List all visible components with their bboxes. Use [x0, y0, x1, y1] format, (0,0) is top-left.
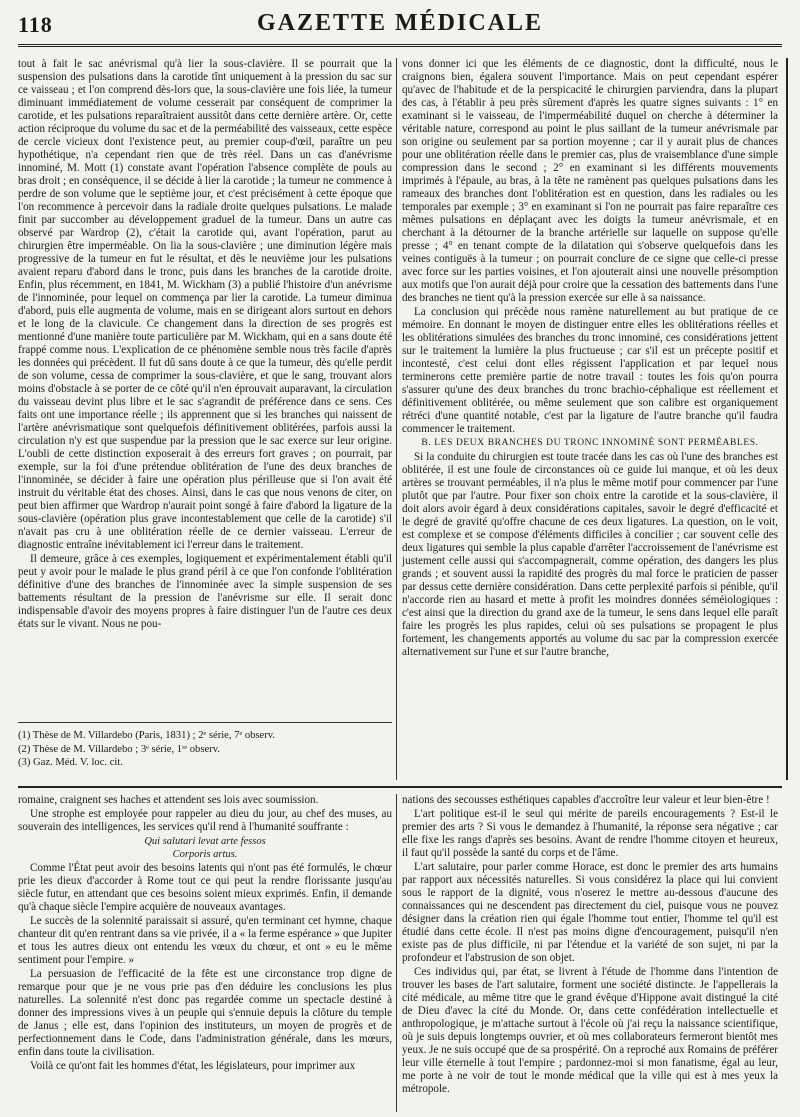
page-number: 118 [18, 12, 53, 37]
paragraph: Comme l'État peut avoir des besoins latents qui n'ont pas été formulés, le chœur prie les dieux d'accorder à Rome tout ce qui peut la rendre florissante jusqu'au siècle futur, en attendant que ces besoins soient mieux exprimés. Enfin, il demande qu'à chaque siècle l'empire acquière de nouveaux avantages. [18, 862, 392, 913]
header-rule [18, 44, 782, 47]
paragraph: Ces individus qui, par état, se livrent à l'étude de l'homme dans l'intention de trouver les bases de l'art salutaire, forment une société distincte. Je l'appellerais la cité médicale, au même titre que le grand évêque d'Hippone avait distingué la cité de Dieu d'avec la cité du Monde. Or, dans cette confédération intellectuelle et anthropologique, je m'attache surtout à l'école où j'ai reçu la naissance scientifique, où je suis depuis longtemps ouvrier, et où mes collaborateurs fermeront bientôt mes yeux. Je ne suis occupé que de sa prospérité. On a reproché aux Romains de préférer leur ville éternelle à tout l'empire ; pardonnez-moi si mon fanatisme, égal au leur, me porte à ne voir de tout le monde médical que la ville qui est à mes yeux la métropole. [402, 966, 778, 1095]
footnotes [18, 722, 392, 785]
paragraph: L'art politique est-il le seul qui mérite de pareils encouragements ? Est-il le premier des arts ? Si vous le demandez à l'humanité, la réponse sera négative ; car elle fixe les rangs d'après ses besoins. Avant de rendre l'homme citoyen et heureux, il faut qu'il possède la santé du corps et de l'âme. [402, 808, 778, 859]
footnote: (2) Thèse de M. Villardebo ; 3ᵉ série, 1ʳᵉ observ. [18, 743, 220, 755]
column-divider-bottom [396, 794, 397, 1112]
footnote: (1) Thèse de M. Villardebo (Paris, 1831) ; 2ᵉ série, 7ᵉ observ. [18, 730, 276, 741]
paragraph: Voilà ce qu'ont fait les hommes d'état, les législateurs, pour imprimer aux [30, 1060, 356, 1072]
left-column-top [18, 58, 392, 710]
footnote: (3) Gaz. Méd. V. loc. cit. [18, 757, 123, 768]
journal-title: GAZETTE MÉDICALE [256, 10, 544, 36]
latin-quote [18, 835, 392, 861]
paragraph: Si la conduite du chirurgien est toute tracée dans les cas où l'une des branches est oblitérée, il est une foule de circonstances où ce guide lui manque, et où les deux artères se trouvant perméables, il n'a plus le même motif pour commencer par l'une plutôt que par l'autre. Pour fixer son choix entre la carotide et la sous-clavière, il doit alors avoir égard à deux considérations capitales, savoir le degré d'efficacité et le degré de gravité qu'offre chacune de ces deux ligatures. La question, on le voit, est complexe et se compose d'éléments difficiles à concilier ; car souvent celle des deux ligatures qui semble la plus capable d'arrêter l'accroissement de l'anévrisme est justement celle aussi qui s'accompagnerait, comme opération, des dangers les plus grands ; et souvent aussi la rapidité des progrès du mal force le praticien de passer par dessus cette dernière considération. Dans cette perplexité parfois si pénible, qu'il n'accorde rien au hasard et mette à profit les moindres données séméiologiques : c'est ainsi que la direction du grand axe de la tumeur, le sens dans lequel elle paraît faire les progrès les plus rapides, celui où ses pulsations se propagent le plus fortement, les changements apportés au volume du sac par la compression exercée alternativement sur l'une et sur l'autre branche, [402, 451, 778, 658]
column-divider [396, 58, 397, 780]
paragraph: vons donner ici que les éléments de ce diagnostic, dont la difficulté, nous le craignons bien, égalera souvent l'importance. Mais on peut cependant espérer qu'avec de l'habitude et de la perspicacité le chirurgien parviendra, dans la plupart des cas, à l'établir à peu près sûrement d'après les quatre signes suivants : 1° en examinant si le vaisseau, de l'imperméabilité duquel on cherche à déterminer la véritable nature, correspond au point le plus saillant de la tumeur anévrismale par son origine ou seulement par sa portion moyenne ; car il y aurait plus de chances pour une oblitération réelle dans le premier cas, plus de vraisemblance d'une simple compression dans le second ; 2° en examinant si les différents mouvements imprimés à l'épaule, au bras, à la tête ne ramènent pas quelques pulsations dans les rameaux des branches dont l'oblitération est en question, dans les radiales ou les temporales par exemple ; 3° en examinant si l'on ne pourrait pas faire reparaître ces mêmes pulsations en déplaçant avec les doigts la tumeur anévrismale, et en cherchant à la détourner de la branche artérielle sur laquelle on suppose qu'elle presse ; 4° en tenant compte de la dilatation qui s'observe quelquefois dans les veines contiguës à la tumeur ; on pourrait conclure de ce signe que celle-ci presse avec force sur les parties voisines, et l'on ajouterait ainsi une nouvelle présomption aux motifs que l'on aurait déjà pour croire que la cessation des battements dans l'une des branches ne tient qu'à la pression exercée sur elle à sa naissance. [402, 58, 778, 304]
section-heading: B. LES DEUX BRANCHES DU TRONC INNOMINÉ SONT PERMÉABLES. [421, 438, 759, 448]
paragraph: Il demeure, grâce à ces exemples, logiquement et expérimentalement établi qu'il peut y avoir pour le malade le plus grand péril à ce que l'on confonde l'oblitération définitive d'une des branches de l'innominée avec la simple suspension de ses battements résultant de la pression de l'anévrisme sur elle. Il serait donc indispensable d'avoir des moyens propres à faire distinguer l'un de l'autre ces deux états sur le vivant. Nous ne pou- [18, 553, 392, 630]
paragraph: La persuasion de l'efficacité de la fête est une circonstance trop digne de remarque pour que je ne vous prie pas d'en déduire les conclusions les plus naturelles. La solennité n'est donc pas regardée comme un spectacle destiné à donner des impressions vives à un peuple qui s'ennuie depuis la clôture du temple de Janus ; elle est, dans l'opinion des instituteurs, un moyen de progrès et de perfectionnement dans le Code, dans l'administration générale, dans les mœurs, enfin dans toute la civilisation. [18, 968, 392, 1058]
paragraph: L'art salutaire, pour parler comme Horace, est donc le premier des arts humains par rapport aux nécessités naturelles. Si vous considérez la place qui lui convient sous le rapport de la dignité, vous n'oserez le mettre au-dessous d'aucune des connaissances qui ne descendent pas directement du ciel, puisque vous ne pouvez désigner dans la création rien qui égale l'homme tout entier, l'homme tel qu'il est étudié dans cette école. Il n'est pas moins digne d'encouragement, puisqu'il n'en existe pas de plus difficile, ni par l'étendue et la variété de son sujet, ni par la profondeur et l'abstrusion de son objet. [402, 861, 778, 964]
quote-line: Qui salutari levat arte fessos [144, 836, 266, 847]
quote-line: Corporis artus. [172, 849, 238, 860]
paragraph: tout à fait le sac anévrismal qu'à lier la sous-clavière. Il se pourrait que la suspension des pulsations dans la carotide tînt uniquement à la pression du sac sur ce vaisseau ; et l'on comprend dès-lors que, la sous-clavière une fois liée, la tumeur diminuant immédiatement de volume cesserait par conséquent de comprimer la carotide, et les pulsations reparaîtraient aussitôt dans cette dernière artère. Or, cette action réciproque du volume du sac et de la perméabilité des vaisseaux, cette espèce de cercle vicieux dont l'existence peut, au premier coup-d'œil, paraître un peu hypothétique, n'a cependant rien que de très réel. Dans un cas d'anévrisme innominé, M. Mott (1) constate avant l'opération l'absence complète de pouls au bras droit ; en conséquence, il se décide à lier la carotide ; la tumeur ne commence à perdre de son volume que le septième jour, et c'est précisément à cette époque que l'on recommence à percevoir dans la radiale droite quelques pulsations. Le malade finit par succomber au développement graduel de la tumeur. Dans un autre cas observé par Wardrop (2), c'était la carotide qui, avant l'opération, parut au chirurgien être imperméable. On lia la sous-clavière ; une diminution légère mais progressive de la tumeur en fut le résultat, et dès le neuvième jour les pulsations avaient reparu d'abord dans le tronc, puis dans les branches de la carotide droite. Enfin, plus récemment, en 1841, M. Wickham (3) a publié l'histoire d'un anévrisme de l'innominée, pour lequel on commença par lier la carotide. La tumeur diminua d'abord, puis elle augmenta de volume, mais en se dirigeant alors surtout en dehors et le long de la clavicule. Ce changement dans la direction de ses progrès est mentionné d'une manière toute particulière par M. Wickham, qui en a sans doute été frappé comme nous. L'explication de ce phénomène semble nous très facile d'après les données qui précèdent. Il fut dû sans doute à ce que la tumeur, dès qu'elle perdit de son volume, cessa de comprimer la sous-clavière, et que le sang, trouvant alors moins d'obstacle à se porter de ce côté qu'il n'en éprouvait auparavant, la circulation du vaisseau devint plus libre et le sac s'agrandit de préférence dans ce sens. Ces faits ont une importance réelle ; ils apprennent que si les branches qui naissent de l'artère anévrismatique sont quelquefois définitivement oblitérées, parfois aussi la circulation n'y est que suspendue par la pression que le sac exerce sur leur origine. L'oubli de cette distinction exposerait à des erreurs fort graves ; on pourrait, par exemple, sur la foi d'une prétendue oblitération de l'une des deux branches de l'innominée, se décider à faire une opération plus périlleuse que si l'on avait été instruit du véritable état des choses. Ainsi, dans le cas que nous venons de citer, on peut bien affirmer que Wardrop n'aurait point songé à faire d'abord la ligature de la sous-clavière (opération plus grave incontestablement que celle de la carotide) s'il n'avait pas cru à une oblitération réelle de ce dernier vaisseau. L'erreur de diagnostic entraîne inévitablement ici l'erreur dans le traitement. [18, 58, 392, 551]
right-column-bottom [402, 794, 778, 1112]
paragraph: romaine, craignent ses haches et attendent ses lois avec soumission. [18, 794, 319, 806]
right-column-top [402, 58, 778, 778]
page-edge-rule [786, 58, 788, 780]
left-column-bottom [18, 794, 392, 1112]
paragraph: nations des secousses esthétiques capables d'accroître leur valeur et leur bien-être ! [402, 794, 770, 806]
paragraph: Le succès de la solennité paraissait si assuré, qu'en terminant cet hymne, chaque chanteur dit qu'en rentrant dans sa vie privée, il a « la ferme espérance » que Jupiter et tous les autres dieux ont entendu les vœux du chœur, et ont » eu le même sentiment pour l'empire. » [18, 915, 392, 966]
paragraph: Une strophe est employée pour rappeler au dieu du jour, au chef des muses, au souverain des intelligences, les services qu'il rend à l'humanité souffrante : [18, 808, 392, 833]
paragraph: La conclusion qui précède nous ramène naturellement au but pratique de ce mémoire. En donnant le moyen de distinguer entre elles les oblitérations réelles et les oblitérations simulées des branches du tronc innominé, ces considérations jettent sur le traitement la lumière la plus fructueuse ; car s'il est un précepte positif et incontesté, c'est celui dont elles régissent l'application et par lequel nous terminerons cette première partie de notre travail : toutes les fois qu'on pourra s'assurer qu'une des deux branches du tronc brachio-céphalique est réellement et définitivement oblitérée, ou même seulement que son calibre est organiquement rétréci d'une quantité notable, c'est par la ligature de l'autre branche qu'il faudra commencer le traitement. [402, 306, 778, 435]
section-rule [18, 786, 782, 788]
